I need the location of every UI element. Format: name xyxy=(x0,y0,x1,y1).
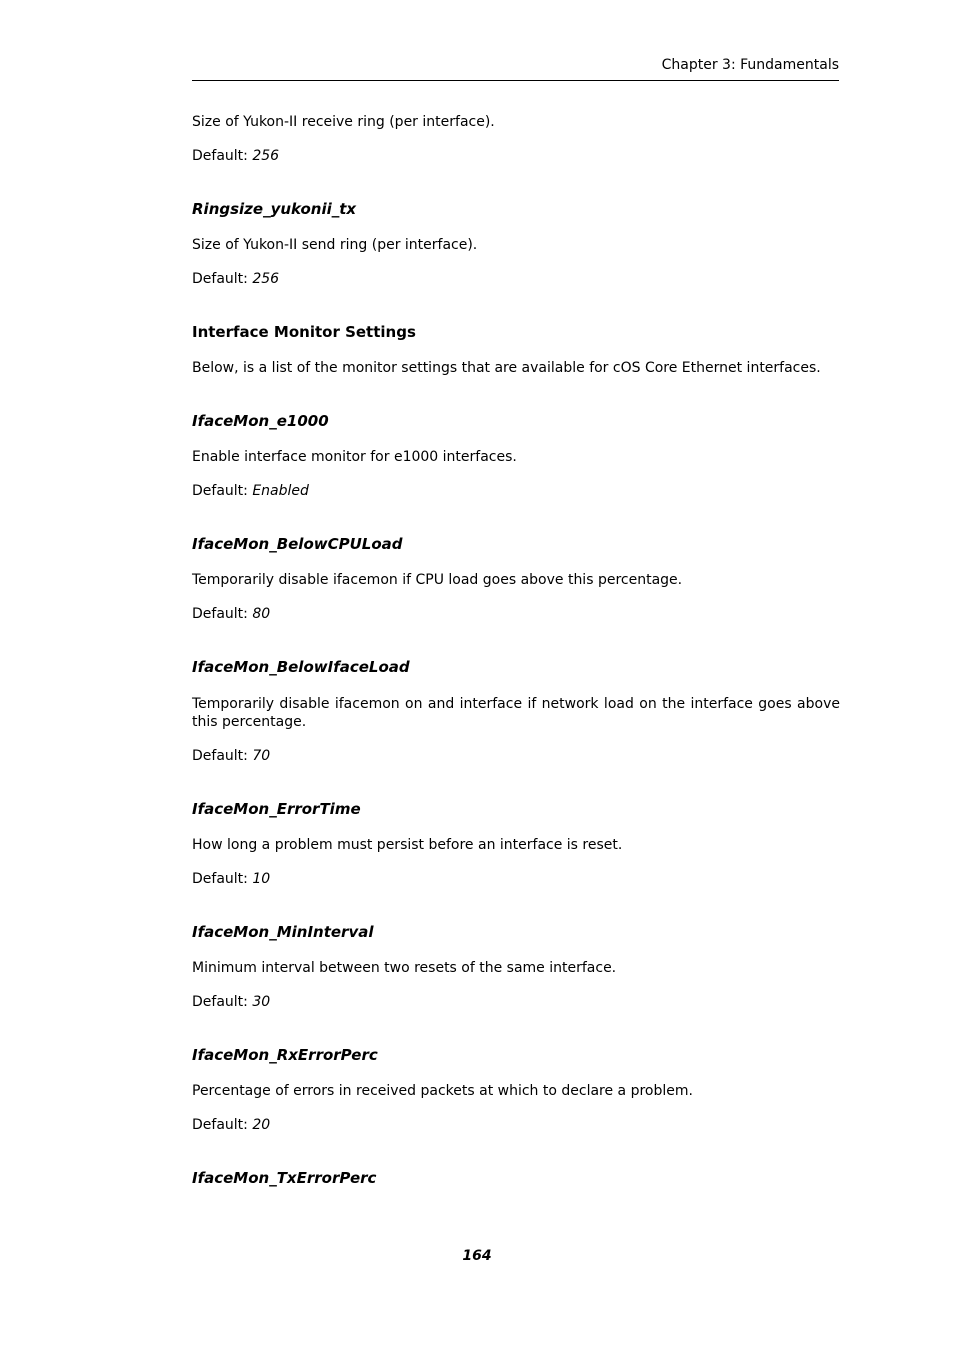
default-label: Default: xyxy=(192,994,248,1010)
section-heading: Interface Monitor Settings xyxy=(192,323,416,341)
belowcpuload-default xyxy=(192,605,840,623)
setting-heading-txerrorperc: IfaceMon_TxErrorPerc xyxy=(192,1169,377,1187)
setting-heading-belowcpuload: IfaceMon_BelowCPULoad xyxy=(192,535,403,553)
default-label: Default: xyxy=(192,606,248,622)
mininterval-description: Minimum interval between two resets of the same interface. xyxy=(192,960,617,976)
default-value: 20 xyxy=(252,1117,271,1133)
setting-heading-errortime: IfaceMon_ErrorTime xyxy=(192,800,361,818)
setting-heading-e1000: IfaceMon_e1000 xyxy=(192,412,329,430)
default-value: 256 xyxy=(252,148,280,164)
ringsize-rx-description: Size of Yukon-II receive ring (per interface). xyxy=(192,114,495,130)
default-value: 256 xyxy=(252,271,280,287)
e1000-default xyxy=(192,482,840,500)
belowcpuload-description: Temporarily disable ifacemon if CPU load goes above this percentage. xyxy=(192,572,683,588)
default-value: 30 xyxy=(252,994,271,1010)
ringsize-tx-description: Size of Yukon-II send ring (per interface). xyxy=(192,237,478,253)
default-label: Default: xyxy=(192,483,248,499)
default-label: Default: xyxy=(192,871,248,887)
section-intro: Below, is a list of the monitor settings that are available for cOS Core Ethernet interfaces. xyxy=(192,360,821,376)
default-value: 70 xyxy=(252,748,271,764)
default-label: Default: xyxy=(192,148,248,164)
belowifaceload-description: Temporarily disable ifacemon on and interface if network load on the interface goes above this percentage. xyxy=(192,696,840,730)
rxerrorperc-default xyxy=(192,1116,840,1134)
belowifaceload-default xyxy=(192,747,840,765)
default-value: 10 xyxy=(252,871,271,887)
mininterval-default xyxy=(192,993,840,1011)
setting-heading-mininterval: IfaceMon_MinInterval xyxy=(192,923,374,941)
chapter-title: Chapter 3: Fundamentals xyxy=(661,57,839,73)
default-label: Default: xyxy=(192,1117,248,1133)
page-number: 164 xyxy=(462,1248,492,1264)
setting-heading-rxerrorperc: IfaceMon_RxErrorPerc xyxy=(192,1046,378,1064)
default-value: Enabled xyxy=(252,483,309,499)
errortime-description: How long a problem must persist before an interface is reset. xyxy=(192,837,623,853)
setting-heading-ringsize-tx: Ringsize_yukonii_tx xyxy=(192,200,357,218)
ringsize-rx-default xyxy=(192,147,840,165)
rxerrorperc-description: Percentage of errors in received packets at which to declare a problem. xyxy=(192,1083,693,1099)
page-header xyxy=(192,54,839,81)
e1000-description: Enable interface monitor for e1000 interfaces. xyxy=(192,449,517,465)
setting-heading-belowifaceload: IfaceMon_BelowIfaceLoad xyxy=(192,658,410,676)
default-label: Default: xyxy=(192,271,248,287)
ringsize-tx-default xyxy=(192,270,840,288)
default-value: 80 xyxy=(252,606,271,622)
errortime-default xyxy=(192,870,840,888)
default-label: Default: xyxy=(192,748,248,764)
